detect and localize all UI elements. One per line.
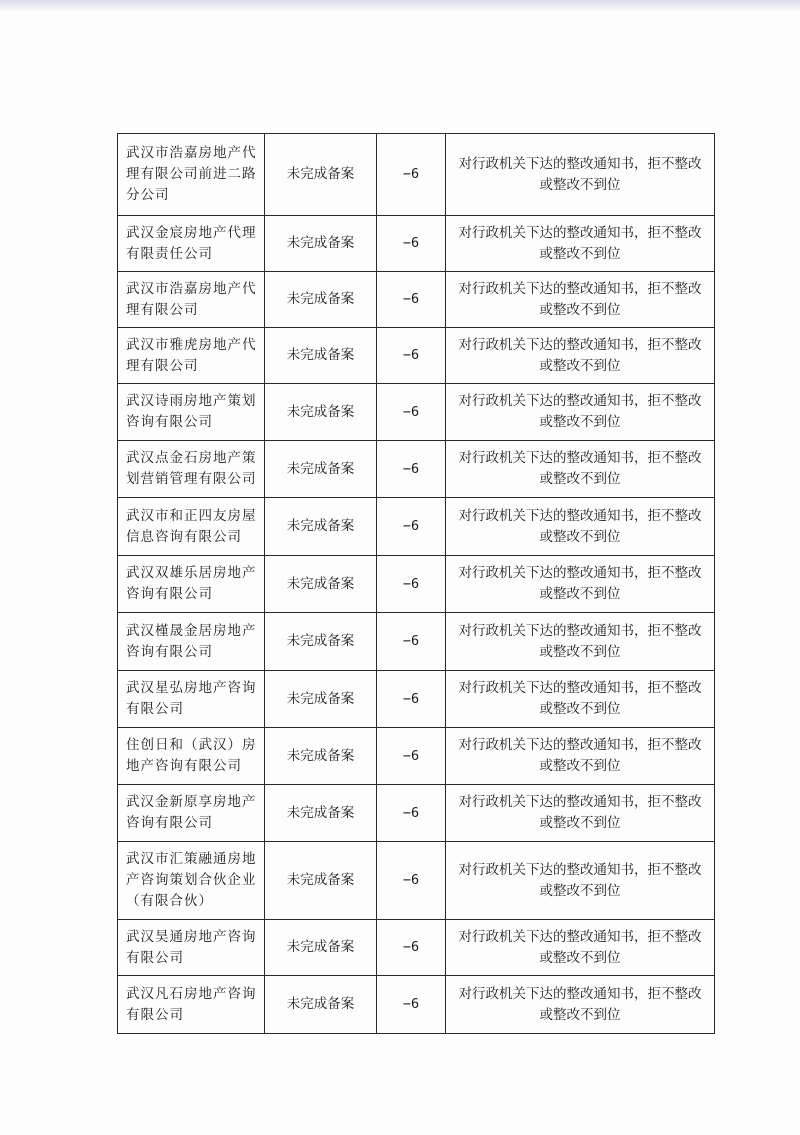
score-cell: −6 bbox=[377, 216, 446, 272]
scan-top-edge bbox=[0, 0, 800, 12]
reason-cell: 对行政机关下达的整改通知书，拒不整改或整改不到位 bbox=[446, 613, 715, 671]
company-name-cell: 武汉凡石房地产咨询有限公司 bbox=[118, 976, 265, 1034]
score-cell: −6 bbox=[377, 384, 446, 441]
score-cell: −6 bbox=[377, 441, 446, 498]
table-row bbox=[118, 272, 715, 328]
company-name-cell: 武汉市和正四友房屋信息咨询有限公司 bbox=[118, 498, 265, 556]
company-name-cell: 武汉市浩嘉房地产代理有限公司前进二路分公司 bbox=[118, 134, 265, 216]
filing-status-cell: 未完成备案 bbox=[265, 842, 377, 920]
company-name-cell: 武汉市雅虎房地产代理有限公司 bbox=[118, 328, 265, 384]
score-cell: −6 bbox=[377, 328, 446, 384]
table-row bbox=[118, 556, 715, 613]
table-row bbox=[118, 441, 715, 498]
filing-status-cell: 未完成备案 bbox=[265, 976, 377, 1034]
score-cell: −6 bbox=[377, 976, 446, 1034]
filing-status-cell: 未完成备案 bbox=[265, 920, 377, 976]
table-row bbox=[118, 498, 715, 556]
reason-cell: 对行政机关下达的整改通知书，拒不整改或整改不到位 bbox=[446, 671, 715, 728]
reason-cell: 对行政机关下达的整改通知书，拒不整改或整改不到位 bbox=[446, 498, 715, 556]
reason-cell: 对行政机关下达的整改通知书，拒不整改或整改不到位 bbox=[446, 134, 715, 216]
score-cell: −6 bbox=[377, 728, 446, 785]
company-name-cell: 武汉市汇策融通房地产咨询策划合伙企业（有限合伙） bbox=[118, 842, 265, 920]
score-cell: −6 bbox=[377, 498, 446, 556]
table-row bbox=[118, 328, 715, 384]
company-name-cell: 武汉星弘房地产咨询有限公司 bbox=[118, 671, 265, 728]
company-name-cell: 武汉槿晟金居房地产咨询有限公司 bbox=[118, 613, 265, 671]
filing-status-cell: 未完成备案 bbox=[265, 272, 377, 328]
table-row bbox=[118, 785, 715, 842]
company-name-cell: 武汉点金石房地产策划营销管理有限公司 bbox=[118, 441, 265, 498]
reason-cell: 对行政机关下达的整改通知书，拒不整改或整改不到位 bbox=[446, 272, 715, 328]
score-cell: −6 bbox=[377, 613, 446, 671]
score-cell: −6 bbox=[377, 556, 446, 613]
reason-cell: 对行政机关下达的整改通知书，拒不整改或整改不到位 bbox=[446, 920, 715, 976]
filing-status-cell: 未完成备案 bbox=[265, 134, 377, 216]
table-row bbox=[118, 728, 715, 785]
company-name-cell: 武汉昊通房地产咨询有限公司 bbox=[118, 920, 265, 976]
table-row bbox=[118, 920, 715, 976]
filing-status-cell: 未完成备案 bbox=[265, 613, 377, 671]
company-name-cell: 住创日和（武汉）房地产咨询有限公司 bbox=[118, 728, 265, 785]
score-cell: −6 bbox=[377, 272, 446, 328]
table-row bbox=[118, 384, 715, 441]
table-row bbox=[118, 216, 715, 272]
company-name-cell: 武汉市浩嘉房地产代理有限公司 bbox=[118, 272, 265, 328]
reason-cell: 对行政机关下达的整改通知书，拒不整改或整改不到位 bbox=[446, 384, 715, 441]
score-cell: −6 bbox=[377, 785, 446, 842]
company-name-cell: 武汉金宸房地产代理有限责任公司 bbox=[118, 216, 265, 272]
reason-cell: 对行政机关下达的整改通知书，拒不整改或整改不到位 bbox=[446, 441, 715, 498]
filing-status-cell: 未完成备案 bbox=[265, 671, 377, 728]
company-name-cell: 武汉金新原享房地产咨询有限公司 bbox=[118, 785, 265, 842]
reason-cell: 对行政机关下达的整改通知书，拒不整改或整改不到位 bbox=[446, 328, 715, 384]
filing-status-cell: 未完成备案 bbox=[265, 441, 377, 498]
table-row bbox=[118, 976, 715, 1034]
table-row bbox=[118, 842, 715, 920]
table-row bbox=[118, 134, 715, 216]
reason-cell: 对行政机关下达的整改通知书，拒不整改或整改不到位 bbox=[446, 976, 715, 1034]
score-cell: −6 bbox=[377, 671, 446, 728]
penalty-table bbox=[117, 133, 715, 1034]
reason-cell: 对行政机关下达的整改通知书，拒不整改或整改不到位 bbox=[446, 216, 715, 272]
filing-status-cell: 未完成备案 bbox=[265, 328, 377, 384]
score-cell: −6 bbox=[377, 842, 446, 920]
reason-cell: 对行政机关下达的整改通知书，拒不整改或整改不到位 bbox=[446, 728, 715, 785]
table-row bbox=[118, 613, 715, 671]
reason-cell: 对行政机关下达的整改通知书，拒不整改或整改不到位 bbox=[446, 842, 715, 920]
reason-cell: 对行政机关下达的整改通知书，拒不整改或整改不到位 bbox=[446, 556, 715, 613]
reason-cell: 对行政机关下达的整改通知书，拒不整改或整改不到位 bbox=[446, 785, 715, 842]
filing-status-cell: 未完成备案 bbox=[265, 785, 377, 842]
score-cell: −6 bbox=[377, 920, 446, 976]
score-cell: −6 bbox=[377, 134, 446, 216]
filing-status-cell: 未完成备案 bbox=[265, 556, 377, 613]
table-row bbox=[118, 671, 715, 728]
table-body bbox=[118, 134, 715, 1034]
filing-status-cell: 未完成备案 bbox=[265, 498, 377, 556]
filing-status-cell: 未完成备案 bbox=[265, 384, 377, 441]
company-name-cell: 武汉诗雨房地产策划咨询有限公司 bbox=[118, 384, 265, 441]
filing-status-cell: 未完成备案 bbox=[265, 728, 377, 785]
filing-status-cell: 未完成备案 bbox=[265, 216, 377, 272]
company-name-cell: 武汉双雄乐居房地产咨询有限公司 bbox=[118, 556, 265, 613]
